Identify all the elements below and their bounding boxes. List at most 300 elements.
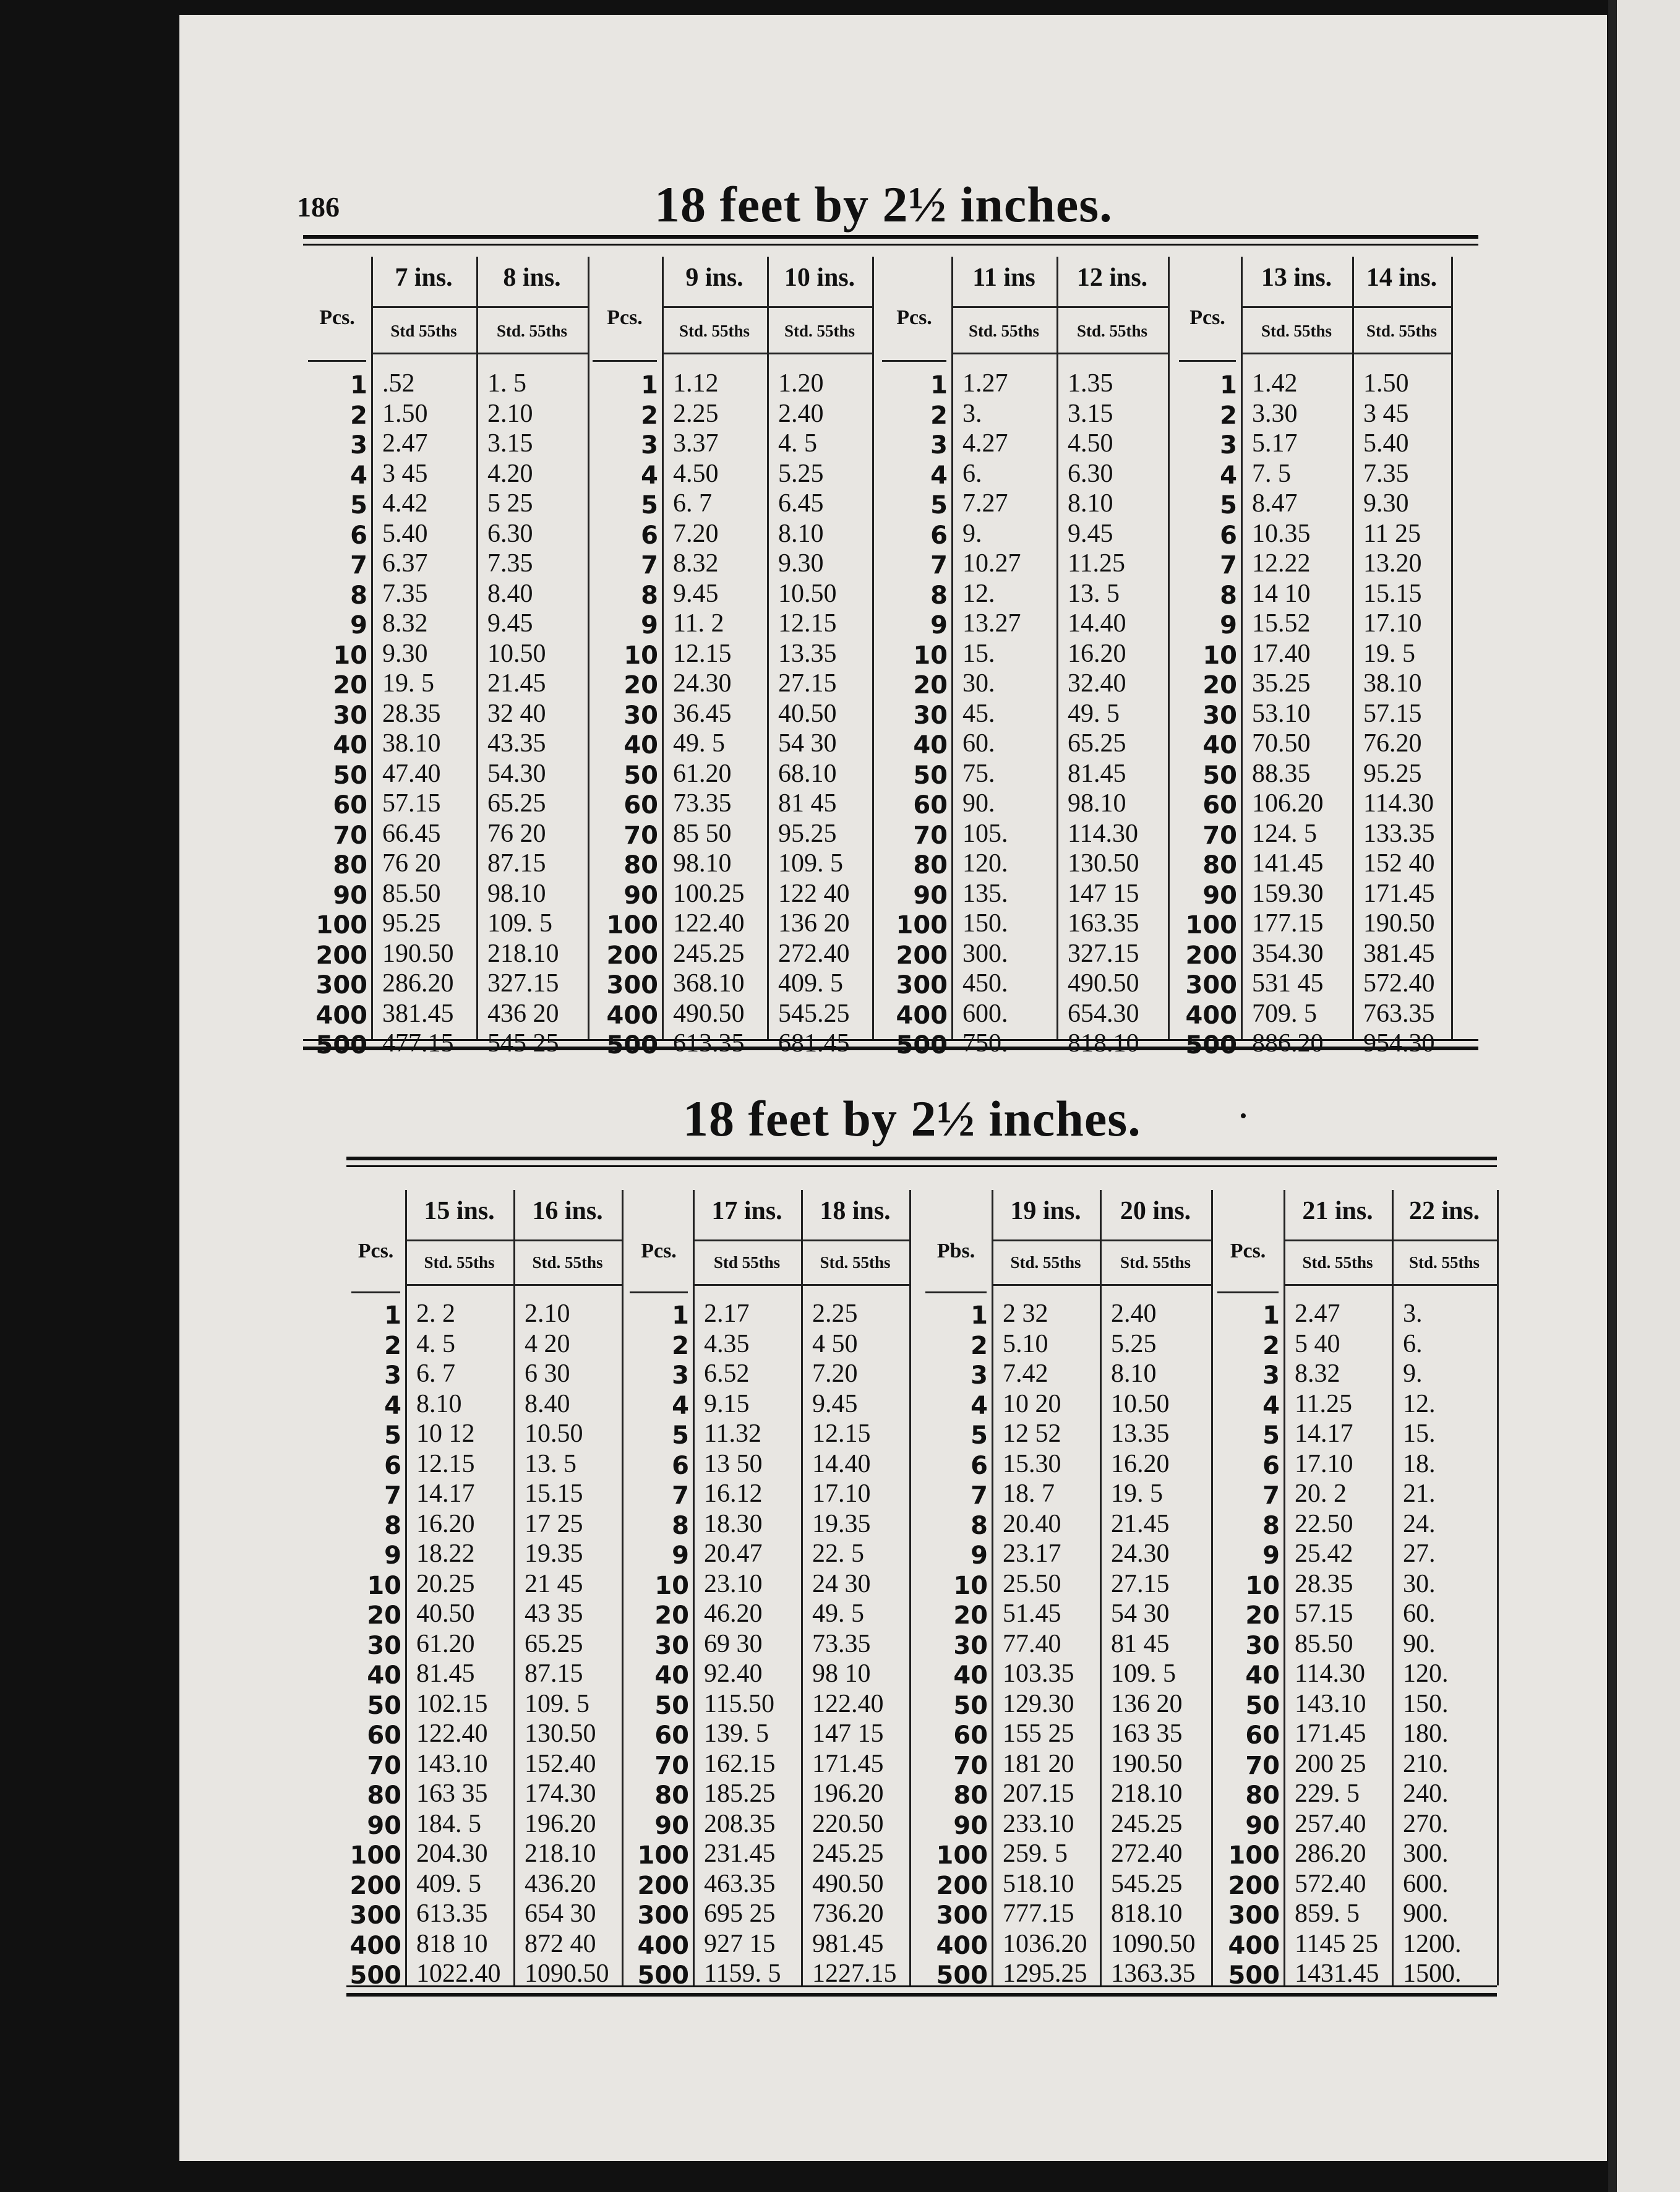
table-cell: 5.40: [1363, 429, 1409, 458]
pcs-header: Pcs.: [358, 1239, 394, 1262]
table-cell: 8.40: [525, 1389, 570, 1418]
table-cell: 300.: [962, 939, 1008, 968]
table-cell: 463.35: [704, 1869, 776, 1898]
table-cell: 35.25: [1252, 669, 1311, 698]
table-cell: 109. 5: [525, 1689, 589, 1718]
table-cell: 105.: [962, 819, 1008, 848]
table-cell: 9.45: [1068, 519, 1113, 548]
table-cell: 54 30: [778, 729, 837, 758]
table-cell: 155 25: [1003, 1719, 1074, 1748]
column-subheader-rule: [1284, 1284, 1392, 1286]
table-cell: 436.20: [525, 1869, 596, 1898]
table-cell: 98.10: [1068, 789, 1126, 818]
table-cell: 1295.25: [1003, 1959, 1087, 1988]
table-cell: 27.15: [1111, 1569, 1170, 1598]
column-header: 10 ins.: [784, 263, 855, 292]
column-subheader: Std. 55ths: [1408, 1253, 1480, 1272]
table-cell: 22.50: [1295, 1509, 1353, 1538]
table-cell: 16.20: [416, 1509, 475, 1538]
table-cell: 5.10: [1003, 1329, 1048, 1358]
table-cell: 14.17: [416, 1479, 475, 1508]
table-cell: 49. 5: [812, 1599, 864, 1628]
column-header: 7 ins.: [395, 263, 453, 292]
column-subheader: Std. 55ths: [532, 1253, 603, 1272]
column-divider: [476, 257, 478, 1039]
table-cell: 16.20: [1068, 639, 1126, 668]
row-pieces: 60: [367, 1721, 401, 1750]
column-subheader: Std. 55ths: [1010, 1253, 1081, 1272]
table-cell: 886.20: [1252, 1029, 1324, 1058]
table-cell: 10.35: [1252, 519, 1311, 548]
table-cell: 6. 7: [673, 489, 712, 518]
column-header-rule: [1392, 1239, 1497, 1241]
pcs-header-rule: [925, 1291, 987, 1293]
table-cell: 60.: [1403, 1599, 1436, 1628]
table-cell: 114.30: [1363, 789, 1434, 818]
row-pieces: 300: [1228, 1901, 1280, 1930]
table-cell: 613.35: [673, 1029, 745, 1058]
table-cell: 4.50: [1068, 429, 1113, 458]
table-cell: 10.50: [778, 579, 837, 608]
row-pieces: 90: [1202, 881, 1237, 910]
table-cell: 8.10: [778, 519, 824, 548]
table-cell: 5.40: [382, 519, 428, 548]
table-cell: 45.: [962, 699, 995, 728]
table-cell: 17.10: [812, 1479, 871, 1508]
table-cell: 68.10: [778, 759, 837, 788]
row-pieces: 20: [654, 1601, 689, 1630]
row-pieces: 30: [333, 701, 367, 730]
table-cell: 10 12: [416, 1419, 475, 1448]
table-cell: 3.15: [487, 429, 533, 458]
row-pieces: 8: [930, 581, 948, 610]
table-cell: 8.10: [1111, 1359, 1157, 1388]
table-cell: 695 25: [704, 1899, 776, 1928]
column-divider: [767, 257, 769, 1039]
row-pieces: 5: [1262, 1421, 1280, 1450]
column-header: 12 ins.: [1076, 263, 1148, 292]
column-subheader: Std 55ths: [713, 1253, 781, 1272]
column-header-rule: [513, 1239, 622, 1241]
table-cell: 927 15: [704, 1929, 776, 1958]
table-cell: 5 25: [487, 489, 533, 518]
table-cell: 20.47: [704, 1539, 763, 1568]
row-pieces: 7: [930, 551, 948, 580]
column-divider: [872, 257, 874, 1039]
table-cell: 240.: [1403, 1779, 1449, 1808]
column-header-rule: [767, 306, 872, 308]
row-pieces: 5: [672, 1421, 689, 1450]
column-subheader-rule: [1352, 353, 1451, 354]
table-cell: 8.32: [673, 549, 719, 578]
table-cell: 163.35: [1068, 909, 1139, 938]
table-cell: 8.47: [1252, 489, 1298, 518]
table-cell: 9.30: [382, 639, 428, 668]
column-subheader: Std. 55ths: [496, 322, 568, 340]
table-cell: 10.50: [487, 639, 546, 668]
column-divider: [951, 257, 953, 1039]
row-pieces: 3: [350, 431, 367, 460]
table-cell: 77.40: [1003, 1629, 1061, 1658]
row-pieces: 5: [384, 1421, 401, 1450]
table-cell: 100.25: [673, 879, 745, 908]
table-cell: 327.15: [487, 969, 559, 998]
row-pieces: 4: [672, 1391, 689, 1420]
table-cell: 15.52: [1252, 609, 1311, 638]
table-cell: 17 25: [525, 1509, 583, 1538]
row-pieces: 3: [930, 431, 948, 460]
row-pieces: 6: [930, 521, 948, 550]
row-pieces: 10: [367, 1571, 401, 1600]
row-pieces: 80: [624, 851, 658, 880]
table-cell: 259. 5: [1003, 1839, 1068, 1868]
pcs-header-rule: [593, 360, 657, 362]
table-cell: 85.50: [1295, 1629, 1353, 1658]
table-cell: 23.10: [704, 1569, 763, 1598]
row-pieces: 70: [367, 1751, 401, 1780]
pcs-header: Pcs.: [607, 306, 643, 329]
table-cell: 14.17: [1295, 1419, 1353, 1448]
column-header-rule: [1100, 1239, 1211, 1241]
table-cell: 43.35: [487, 729, 546, 758]
table-cell: 6.52: [704, 1359, 750, 1388]
row-pieces: 20: [333, 671, 367, 700]
table-cell: 2.47: [382, 429, 428, 458]
table-top-rule: [303, 235, 1478, 239]
table-cell: 2.40: [1111, 1299, 1157, 1328]
table-cell: 1090.50: [525, 1959, 609, 1988]
table-cell: 450.: [962, 969, 1008, 998]
table-cell: 18.30: [704, 1509, 763, 1538]
row-pieces: 400: [1228, 1931, 1280, 1960]
column-subheader-rule: [801, 1284, 909, 1286]
table-cell: 818.10: [1111, 1899, 1183, 1928]
table-cell: 531 45: [1252, 969, 1324, 998]
row-pieces: 100: [1185, 911, 1237, 940]
table-cell: 36.45: [673, 699, 732, 728]
table-cell: 13.35: [778, 639, 837, 668]
row-pieces: 10: [913, 641, 948, 670]
column-subheader-rule: [1100, 1284, 1211, 1286]
table-cell: 130.50: [1068, 849, 1139, 878]
column-subheader-rule: [405, 1284, 513, 1286]
column-header: 16 ins.: [532, 1197, 603, 1225]
row-pieces: 6: [641, 521, 658, 550]
table-cell: 220.50: [812, 1809, 884, 1838]
table-cell: 177.15: [1252, 909, 1324, 938]
table-cell: 12.15: [778, 609, 837, 638]
table-cell: 272.40: [1111, 1839, 1183, 1868]
table-cell: 3 45: [382, 459, 428, 488]
column-header: 17 ins.: [711, 1197, 782, 1225]
table-cell: 120.: [1403, 1659, 1449, 1688]
row-pieces: 300: [936, 1901, 988, 1930]
table-cell: 20.40: [1003, 1509, 1061, 1538]
pcs-header: Pbs.: [936, 1239, 975, 1262]
table-cell: 11. 2: [673, 609, 724, 638]
row-pieces: 80: [367, 1781, 401, 1810]
table-cell: 49. 5: [1068, 699, 1120, 728]
row-pieces: 1: [971, 1301, 988, 1330]
table-cell: 32.40: [1068, 669, 1126, 698]
table-cell: 11.32: [704, 1419, 761, 1448]
table-cell: 8.10: [1068, 489, 1113, 518]
row-pieces: 20: [953, 1601, 988, 1630]
pcs-header-rule: [351, 1291, 400, 1293]
row-pieces: 4: [641, 461, 658, 490]
table-cell: 25.42: [1295, 1539, 1353, 1568]
row-pieces: 40: [1245, 1661, 1280, 1690]
column-header-rule: [992, 1239, 1100, 1241]
table-cell: 90.: [962, 789, 995, 818]
row-pieces: 20: [367, 1601, 401, 1630]
column-header: 21 ins.: [1302, 1197, 1373, 1225]
row-pieces: 40: [654, 1661, 689, 1690]
table-cell: 6.: [1403, 1329, 1423, 1358]
table-cell: 545 25: [487, 1029, 559, 1058]
table-cell: 13.35: [1111, 1419, 1170, 1448]
table-cell: 207.15: [1003, 1779, 1074, 1808]
table-cell: 763.35: [1363, 999, 1435, 1028]
row-pieces: 50: [913, 761, 948, 790]
table-cell: 2.17: [704, 1299, 750, 1328]
table-cell: 409. 5: [778, 969, 843, 998]
row-pieces: 4: [1262, 1391, 1280, 1420]
row-pieces: 40: [953, 1661, 988, 1690]
table-cell: 85 50: [673, 819, 732, 848]
column-subheader-rule: [1241, 353, 1352, 354]
column-header: 13 ins.: [1261, 263, 1332, 292]
row-pieces: 70: [1202, 821, 1237, 850]
table-cell: 32 40: [487, 699, 546, 728]
row-pieces: 4: [971, 1391, 988, 1420]
table-cell: 136 20: [1111, 1689, 1183, 1718]
row-pieces: 2: [672, 1331, 689, 1360]
table-cell: 21.45: [487, 669, 546, 698]
table-cell: 545.25: [778, 999, 850, 1028]
row-pieces: 70: [953, 1751, 988, 1780]
row-pieces: 400: [936, 1931, 988, 1960]
row-pieces: 60: [624, 791, 658, 820]
row-pieces: 20: [1245, 1601, 1280, 1630]
table-cell: 143.10: [1295, 1689, 1366, 1718]
row-pieces: 8: [971, 1511, 988, 1540]
table-cell: 159.30: [1252, 879, 1324, 908]
row-pieces: 100: [637, 1841, 689, 1870]
column-divider: [1352, 257, 1354, 1039]
table-cell: 85.50: [382, 879, 441, 908]
table-cell: 54.30: [487, 759, 546, 788]
table-cell: 6.45: [778, 489, 824, 518]
table-cell: 381.45: [1363, 939, 1435, 968]
row-pieces: 200: [606, 941, 658, 970]
pcs-header: Pcs.: [319, 306, 355, 329]
row-pieces: 400: [606, 1001, 658, 1030]
row-pieces: 50: [624, 761, 658, 790]
row-pieces: 500: [349, 1961, 401, 1990]
table-cell: 135.: [962, 879, 1008, 908]
table-cell: 24 30: [812, 1569, 871, 1598]
table-bottom-rule: [346, 1993, 1497, 1997]
table-cell: 87.15: [487, 849, 546, 878]
row-pieces: 4: [1220, 461, 1237, 490]
table-cell: 196.20: [812, 1779, 884, 1808]
pcs-header: Pcs.: [896, 306, 932, 329]
table-cell: 61.20: [673, 759, 732, 788]
row-pieces: 5: [641, 491, 658, 520]
table-cell: 174.30: [525, 1779, 596, 1808]
column-header: 9 ins.: [685, 263, 744, 292]
table-cell: 51.45: [1003, 1599, 1061, 1628]
row-pieces: 100: [315, 911, 367, 940]
table-cell: 28.35: [1295, 1569, 1353, 1598]
row-pieces: 3: [1220, 431, 1237, 460]
table-cell: 15.: [1403, 1419, 1436, 1448]
table-cell: 818.10: [1068, 1029, 1139, 1058]
table-cell: 98 10: [812, 1659, 871, 1688]
table-cell: 13. 5: [525, 1449, 576, 1478]
table-cell: 69 30: [704, 1629, 763, 1658]
row-pieces: 3: [384, 1361, 401, 1390]
column-header: 18 ins.: [820, 1197, 891, 1225]
table-cell: 13. 5: [1068, 579, 1120, 608]
table-cell: 5.17: [1252, 429, 1298, 458]
column-divider: [1241, 257, 1243, 1039]
table-cell: 18.: [1403, 1449, 1436, 1478]
table-cell: 8.40: [487, 579, 533, 608]
row-pieces: 80: [1202, 851, 1237, 880]
row-pieces: 6: [350, 521, 367, 550]
table-cell: 13 50: [704, 1449, 763, 1478]
row-pieces: 500: [637, 1961, 689, 1990]
table-cell: 76 20: [487, 819, 546, 848]
row-pieces: 90: [1245, 1811, 1280, 1840]
table-cell: 681.45: [778, 1029, 850, 1058]
row-pieces: 10: [953, 1571, 988, 1600]
row-pieces: 4: [350, 461, 367, 490]
row-pieces: 1: [1262, 1301, 1280, 1330]
row-pieces: 1: [641, 371, 658, 400]
table-cell: 47.40: [382, 759, 441, 788]
table-cell: 572.40: [1363, 969, 1435, 998]
column-subheader-rule: [662, 353, 767, 354]
row-pieces: 9: [971, 1541, 988, 1570]
column-header-rule: [1352, 306, 1451, 308]
table-cell: 66.45: [382, 819, 441, 848]
table-cell: 152 40: [1363, 849, 1435, 878]
row-pieces: 3: [971, 1361, 988, 1390]
table-cell: 231.45: [704, 1839, 776, 1868]
table-cell: 245.25: [812, 1839, 884, 1868]
stray-mark: [1241, 1113, 1246, 1118]
table-cell: 1431.45: [1295, 1959, 1379, 1988]
table-cell: 327.15: [1068, 939, 1139, 968]
table-cell: 3.15: [1068, 399, 1113, 428]
pcs-header: Pcs.: [1230, 1239, 1266, 1262]
table-cell: 73.35: [673, 789, 732, 818]
column-divider: [801, 1190, 803, 1985]
table-cell: 4. 5: [778, 429, 817, 458]
column-header: 14 ins.: [1366, 263, 1438, 292]
table-cell: 4.20: [487, 459, 533, 488]
row-pieces: 9: [641, 611, 658, 640]
table-cell: 13.20: [1363, 549, 1422, 578]
table-cell: 122 40: [778, 879, 850, 908]
table-cell: 436 20: [487, 999, 559, 1028]
table-cell: 14.40: [812, 1449, 871, 1478]
table-cell: 16.20: [1111, 1449, 1170, 1478]
table-cell: 19. 5: [1111, 1479, 1163, 1508]
row-pieces: 80: [953, 1781, 988, 1810]
table-cell: 7.35: [382, 579, 428, 608]
table-cell: 57.15: [1363, 699, 1422, 728]
table-cell: 81 45: [778, 789, 837, 818]
row-pieces: 60: [654, 1721, 689, 1750]
table-cell: 23.17: [1003, 1539, 1061, 1568]
row-pieces: 2: [641, 401, 658, 430]
table-cell: 24.30: [1111, 1539, 1170, 1568]
table-cell: 13.27: [962, 609, 1021, 638]
table-cell: 95.25: [382, 909, 441, 938]
table-cell: 81.45: [416, 1659, 475, 1688]
table-cell: 18.22: [416, 1539, 475, 1568]
row-pieces: 80: [913, 851, 948, 880]
table-cell: 204.30: [416, 1839, 488, 1868]
pcs-header-rule: [1217, 1291, 1279, 1293]
table-cell: 245.25: [1111, 1809, 1183, 1838]
column-subheader: Std 55ths: [390, 322, 457, 340]
row-pieces: 7: [350, 551, 367, 580]
row-pieces: 400: [896, 1001, 948, 1030]
table-cell: 490.50: [673, 999, 745, 1028]
column-subheader: Std. 55ths: [424, 1253, 495, 1272]
table-cell: 60.: [962, 729, 995, 758]
row-pieces: 2: [350, 401, 367, 430]
table-cell: 65.25: [525, 1629, 583, 1658]
table-cell: 21 45: [525, 1569, 583, 1598]
section-title: 18 feet by 2½ inches.: [654, 176, 1113, 233]
row-pieces: 200: [637, 1871, 689, 1900]
row-pieces: 200: [896, 941, 948, 970]
row-pieces: 10: [654, 1571, 689, 1600]
row-pieces: 50: [1202, 761, 1237, 790]
table-cell: 43 35: [525, 1599, 583, 1628]
table-cell: 2.25: [812, 1299, 858, 1328]
table-cell: 25.50: [1003, 1569, 1061, 1598]
row-pieces: 50: [1245, 1691, 1280, 1720]
column-subheader-rule: [951, 353, 1056, 354]
table-cell: 109. 5: [1111, 1659, 1176, 1688]
row-pieces: 30: [913, 701, 948, 730]
table-cell: 8.32: [1295, 1359, 1340, 1388]
table-cell: 245.25: [673, 939, 745, 968]
table-cell: 3.: [962, 399, 982, 428]
facing-page-edge: [1617, 0, 1680, 2192]
column-divider: [992, 1190, 993, 1985]
table-cell: 115.50: [704, 1689, 774, 1718]
table-cell: 20. 2: [1295, 1479, 1347, 1508]
table-cell: 10.50: [525, 1419, 583, 1448]
table-cell: 129.30: [1003, 1689, 1074, 1718]
row-pieces: 100: [606, 911, 658, 940]
table-cell: 19.35: [525, 1539, 583, 1568]
row-pieces: 40: [913, 731, 948, 760]
table-cell: 286.20: [1295, 1839, 1366, 1868]
row-pieces: 30: [953, 1631, 988, 1660]
table-cell: 162.15: [704, 1749, 776, 1778]
row-pieces: 50: [367, 1691, 401, 1720]
table-cell: 136 20: [778, 909, 850, 938]
